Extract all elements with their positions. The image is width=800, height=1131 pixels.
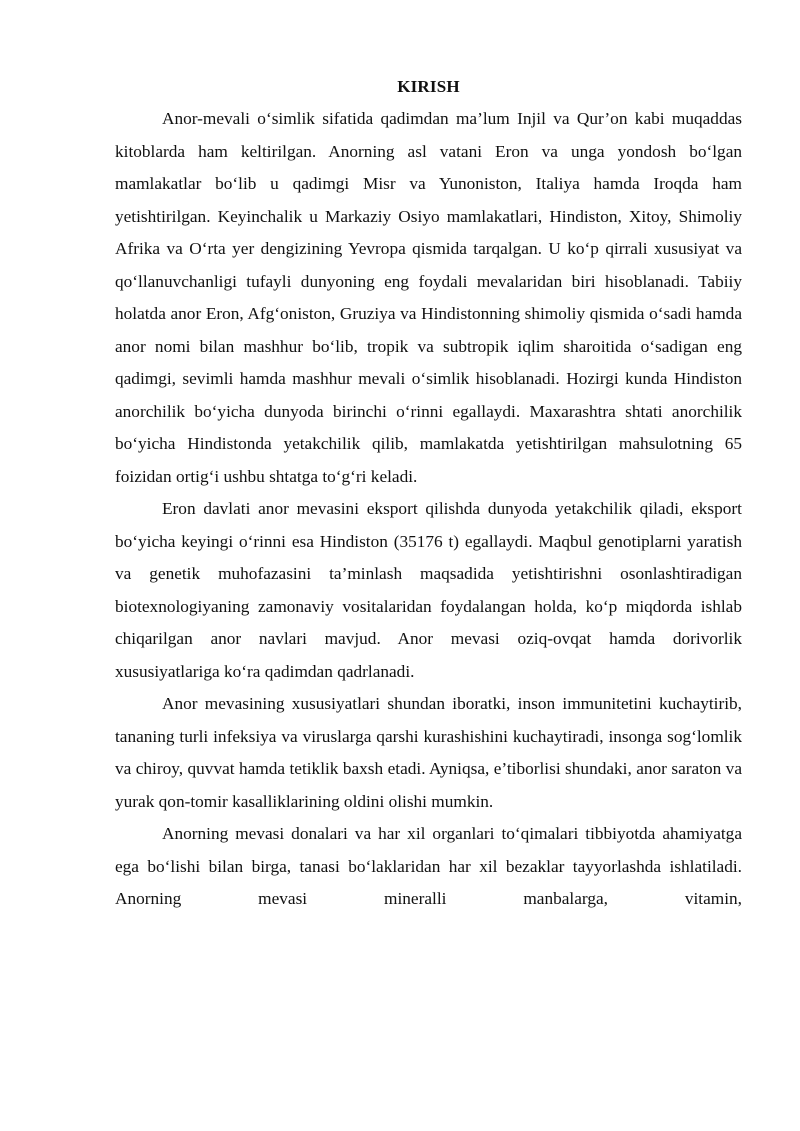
document-page [115, 74, 742, 916]
paragraph-3: Anor mevasining xususiyatlari shundan iboratki, inson immunitetini kuchaytirib, tananing turli infeksiya va viruslarga qarshi kurashishini kuchaytiradi, insonga sog‘lomlik va chiroy, quvvat hamda tetiklik baxsh etadi. Ayniqsa, e’tiborlisi shundaki, anor saraton va yurak qon-tomir kasalliklarining oldini olishi mumkin. [115, 694, 742, 811]
paragraph-1: Anor-mevali o‘simlik sifatida qadimdan ma’lum Injil va Qur’on kabi muqaddas kitoblarda ham keltirilgan. Anorning asl vatani Eron va unga yondosh bo‘lgan mamlakatlar bo‘lib u qadimgi Misr va Yunoniston, Italiya hamda Iroqda ham yetishtirilgan. Keyinchalik u Markaziy Osiyo mamlakatlari, Hindiston, Xitoy, Shimoliy Afrika va O‘rta yer dengizining Yevropa qismida tarqalgan. U ko‘p qirrali xususiyat va qo‘llanuvchanligi tufayli dunyoning eng foydali mevalaridan biri hisoblanadi. Tabiiy holatda anor Eron, Afg‘oniston, Gruziya va Hindistonning shimoliy qismida o‘sadi hamda anor nomi bilan mashhur bo‘lib, tropik va subtropik iqlim sharoitida o‘sadigan eng qadimgi, sevimli hamda mashhur mevali o‘simlik hisoblanadi. Hozirgi kunda Hindiston anorchilik bo‘yicha dunyoda birinchi o‘rinni egallaydi. Maxarashtra shtati anorchilik bo‘yicha Hindistonda yetakchilik qilib, mamlakatda yetishtirilgan mahsulotning 65 foizidan ortig‘i ushbu shtatga to‘g‘ri keladi. [115, 109, 742, 486]
paragraph-2: Eron davlati anor mevasini eksport qilishda dunyoda yetakchilik qiladi, eksport bo‘yicha keyingi o‘rinni esa Hindiston (35176 t) egallaydi. Maqbul genotiplarni yaratish va genetik muhofazasini ta’minlash maqsadida yetishtirishni osonlashtiradigan biotexnologiyaning zamonaviy vositalaridan foydalangan holda, ko‘p miqdorda ishlab chiqarilgan anor navlari mavjud. Anor mevasi oziq-ovqat hamda dorivorlik xususiyatlariga ko‘ra qadimdan qadrlanadi. [115, 499, 742, 681]
page-title: KIRISH [397, 77, 460, 96]
paragraph-4: Anorning mevasi donalari va har xil organlari to‘qimalari tibbiyotda ahamiyatga ega bo‘lishi bilan birga, tanasi bo‘laklaridan har xil bezaklar tayyorlashda ishlatiladi. Anorning mevasi mineralli manbalarga, vitamin, [115, 824, 742, 908]
